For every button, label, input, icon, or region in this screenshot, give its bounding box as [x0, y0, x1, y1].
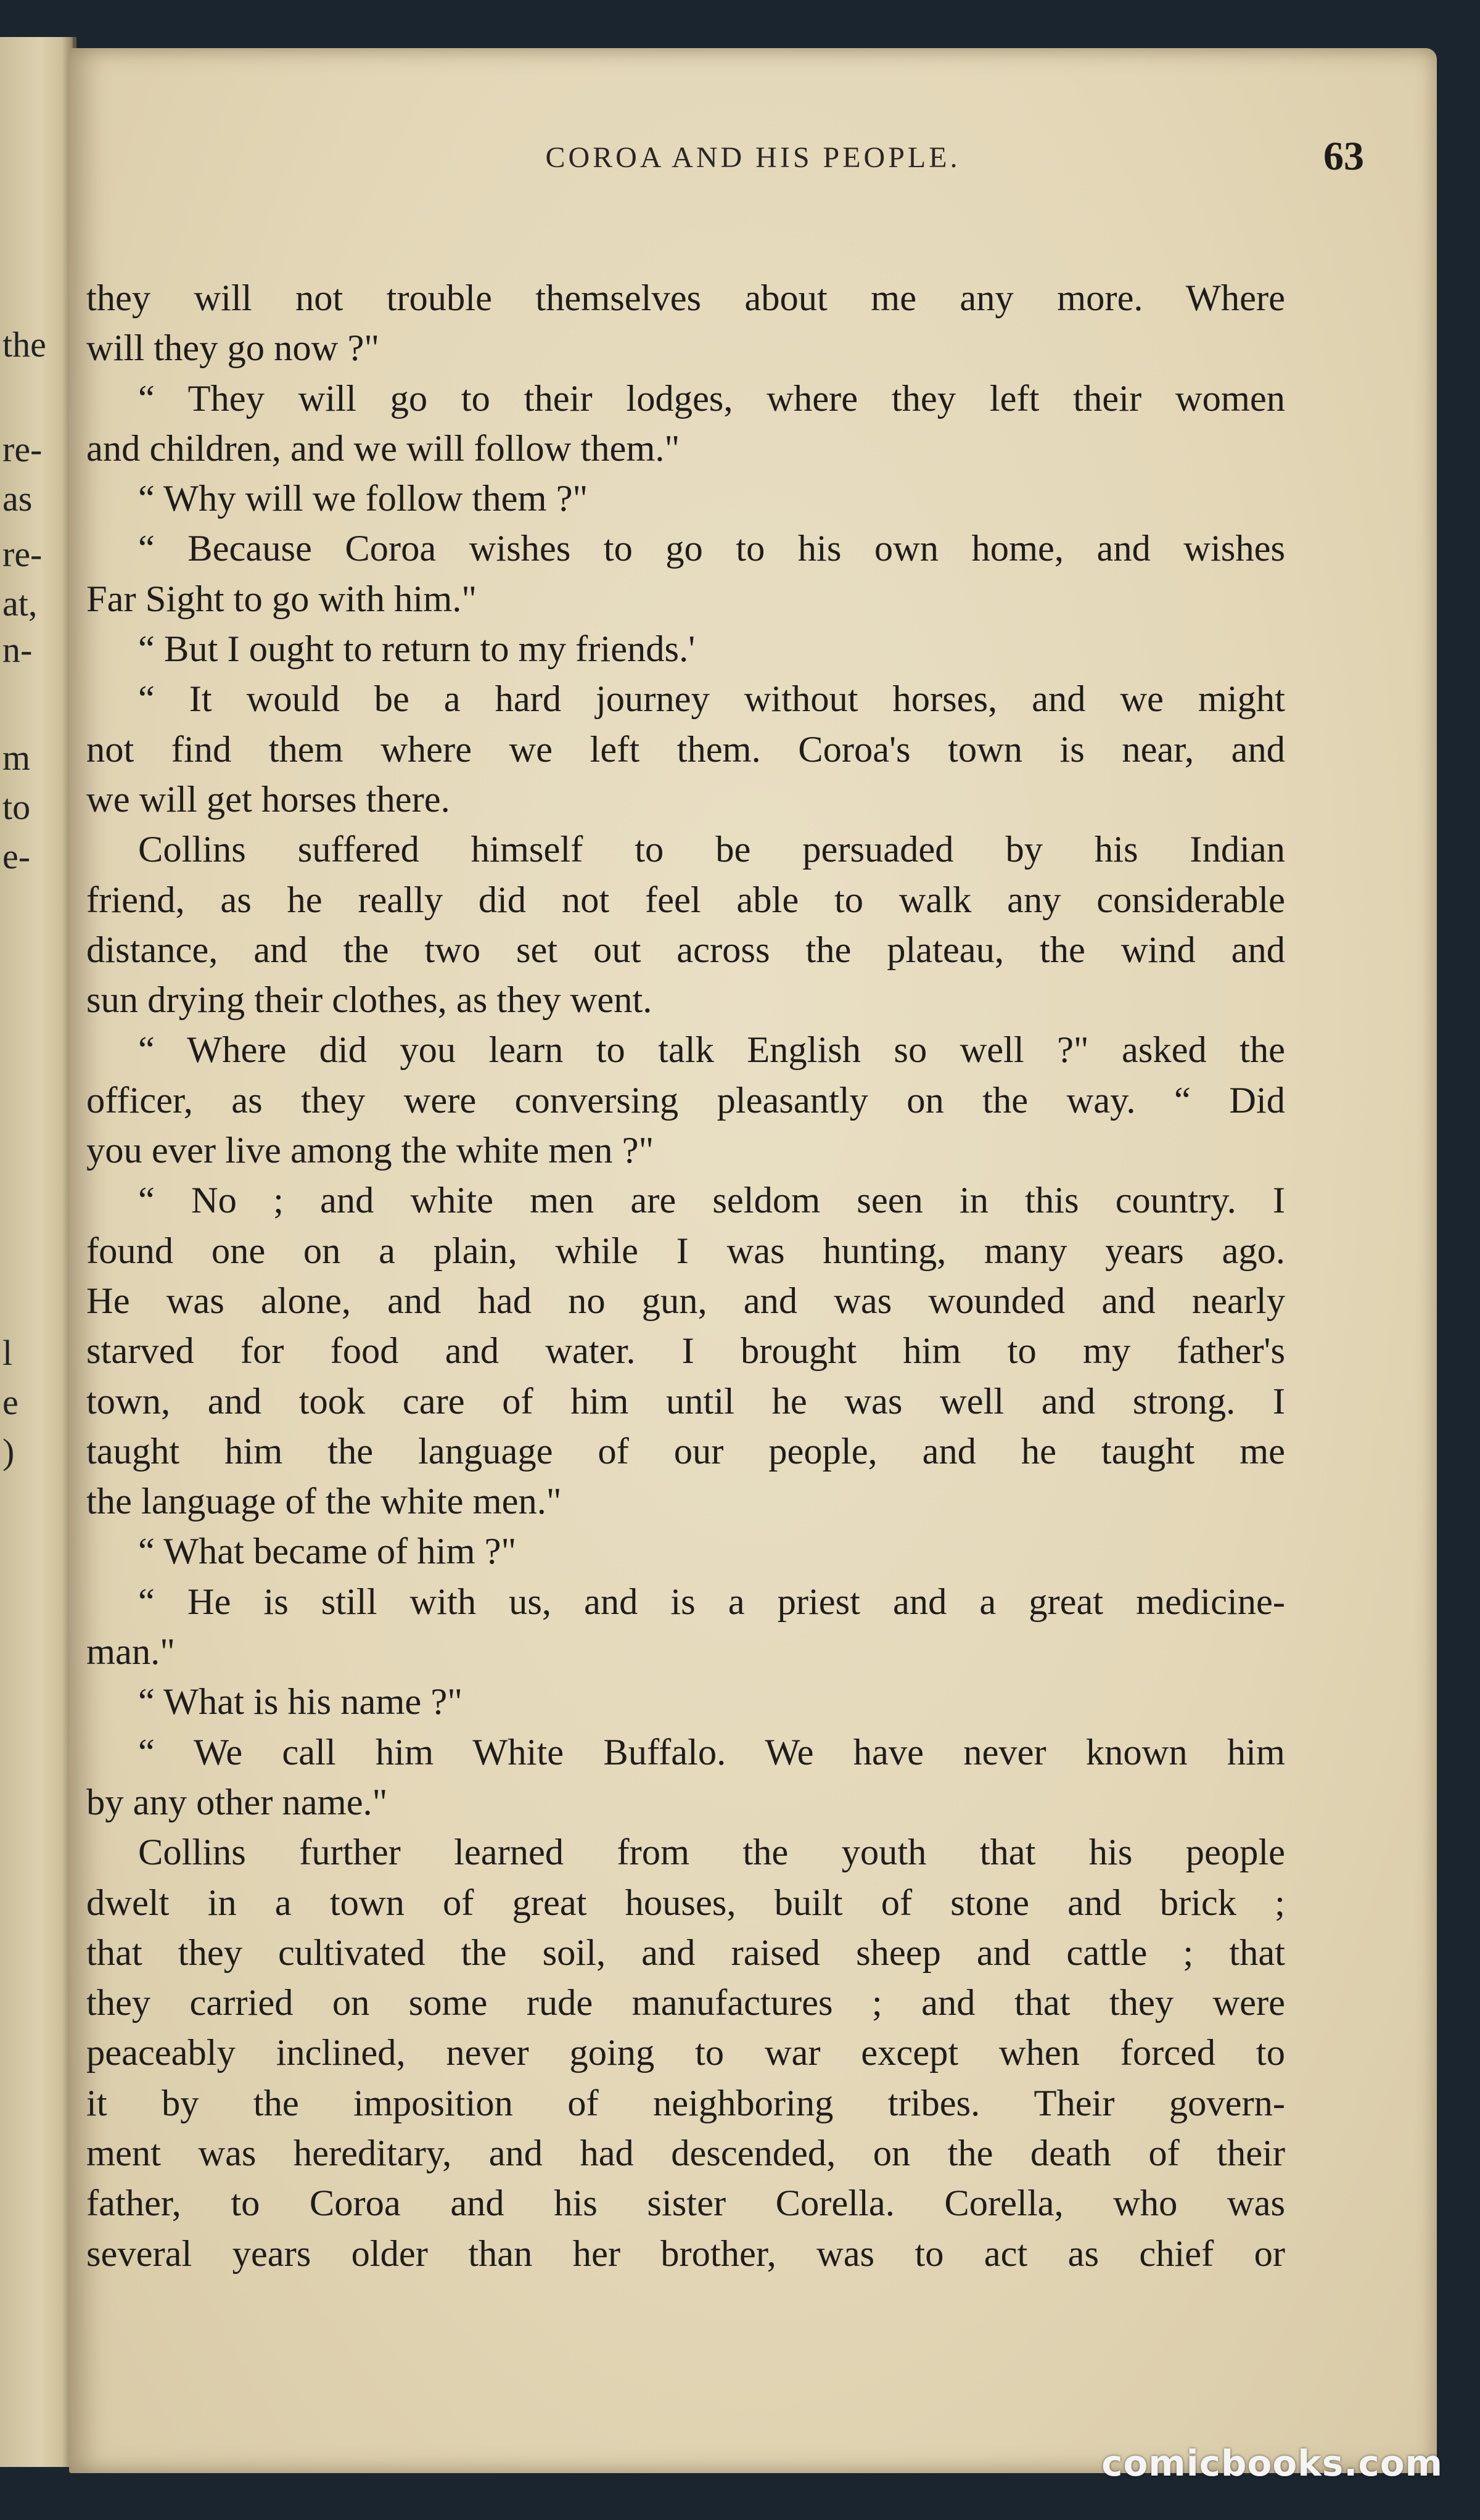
watermark-text: comicbooks.com — [1101, 2442, 1443, 2484]
text-line: will they go now ?" — [86, 327, 380, 369]
text-line: dwelt in a town of great houses, built of stone and brick ; — [86, 1882, 1285, 1924]
left-page-text-fragment: l — [2, 1333, 13, 1373]
text-line: “ No ; and white men are seldom seen in this country. I — [138, 1180, 1285, 1222]
text-line: Far Sight to go with him." — [86, 578, 477, 620]
text-line: man." — [86, 1631, 175, 1673]
text-line: you ever live among the white men ?" — [86, 1130, 654, 1172]
left-page-text-fragment: re- — [2, 429, 43, 469]
text-line: “ Because Coroa wishes to go to his own home, and wishes — [138, 528, 1285, 570]
left-page-text-fragment: re- — [2, 534, 43, 574]
text-line: father, to Coroa and his sister Corella. Corella, who was — [86, 2183, 1285, 2225]
text-line: starved for food and water. I brought him to my father's — [86, 1330, 1285, 1372]
text-line: Collins suffered himself to be persuaded by his Indian — [138, 829, 1285, 871]
text-line: “ What is his name ?" — [138, 1681, 462, 1723]
left-page-text-fragment: ) — [2, 1431, 15, 1472]
text-line: it by the imposition of neighboring tribes. Their govern- — [86, 2082, 1285, 2124]
text-line: several years older than her brother, was to act as chief or — [86, 2233, 1285, 2275]
left-page-text-fragment: m — [2, 738, 31, 778]
text-line: officer, as they were conversing pleasantly on the way. “ Did — [86, 1079, 1285, 1121]
text-line: “ It would be a hard journey without horses, and we might — [138, 678, 1285, 720]
previous-page-edge — [0, 37, 76, 2467]
text-line: “ They will go to their lodges, where they left their women — [138, 377, 1285, 419]
text-line: that they cultivated the soil, and raised sheep and cattle ; that — [86, 1932, 1285, 1974]
text-line: “ Where did you learn to talk English so well ?" asked the — [138, 1029, 1285, 1071]
left-page-text-fragment: e- — [2, 836, 31, 876]
left-page-text-fragment: to — [2, 787, 31, 827]
running-head: COROA AND HIS PEOPLE. — [545, 141, 961, 174]
left-page-text-fragment: n- — [2, 630, 33, 670]
text-line: they will not trouble themselves about me any more. Where — [86, 278, 1285, 319]
text-line: found one on a plain, while I was hunting, many years ago. — [86, 1230, 1285, 1272]
text-line: the language of the white men." — [86, 1481, 562, 1523]
text-line: they carried on some rude manufactures ; and that they were — [86, 1982, 1285, 2024]
page-number: 63 — [1323, 134, 1364, 179]
text-line: peaceably inclined, never going to war except when forced to — [86, 2032, 1285, 2074]
text-line: He was alone, and had no gun, and was wounded and nearly — [86, 1280, 1285, 1322]
text-line: distance, and the two set out across the plateau, the wind and — [86, 929, 1285, 971]
text-line: “ He is still with us, and is a priest and a great medicine- — [138, 1581, 1285, 1623]
text-line: we will get horses there. — [86, 778, 450, 820]
text-line: “ But I ought to return to my friends.' — [138, 628, 696, 670]
text-line: Collins further learned from the youth that his people — [138, 1832, 1285, 1874]
text-line: friend, as he really did not feel able to walk any considerable — [86, 879, 1285, 921]
text-line: ment was hereditary, and had descended, on the death of their — [86, 2132, 1285, 2174]
left-page-text-fragment: the — [2, 324, 46, 364]
book-page — [69, 48, 1437, 2473]
text-line: town, and took care of him until he was well and strong. I — [86, 1380, 1285, 1422]
left-page-text-fragment: as — [2, 479, 33, 519]
text-line: “ What became of him ?" — [138, 1531, 517, 1573]
text-line: “ Why will we follow them ?" — [138, 478, 588, 520]
left-page-text-fragment: at, — [2, 583, 38, 624]
text-line: taught him the language of our people, and he taught me — [86, 1430, 1285, 1472]
left-page-text-fragment: e — [2, 1382, 18, 1422]
text-line: not find them where we left them. Coroa's town is near, and — [86, 728, 1285, 770]
text-line: and children, and we will follow them." — [86, 427, 680, 469]
text-line: by any other name." — [86, 1781, 388, 1823]
text-line: sun drying their clothes, as they went. — [86, 979, 652, 1021]
text-line: “ We call him White Buffalo. We have never known him — [138, 1731, 1285, 1773]
body-text — [86, 273, 1285, 2279]
